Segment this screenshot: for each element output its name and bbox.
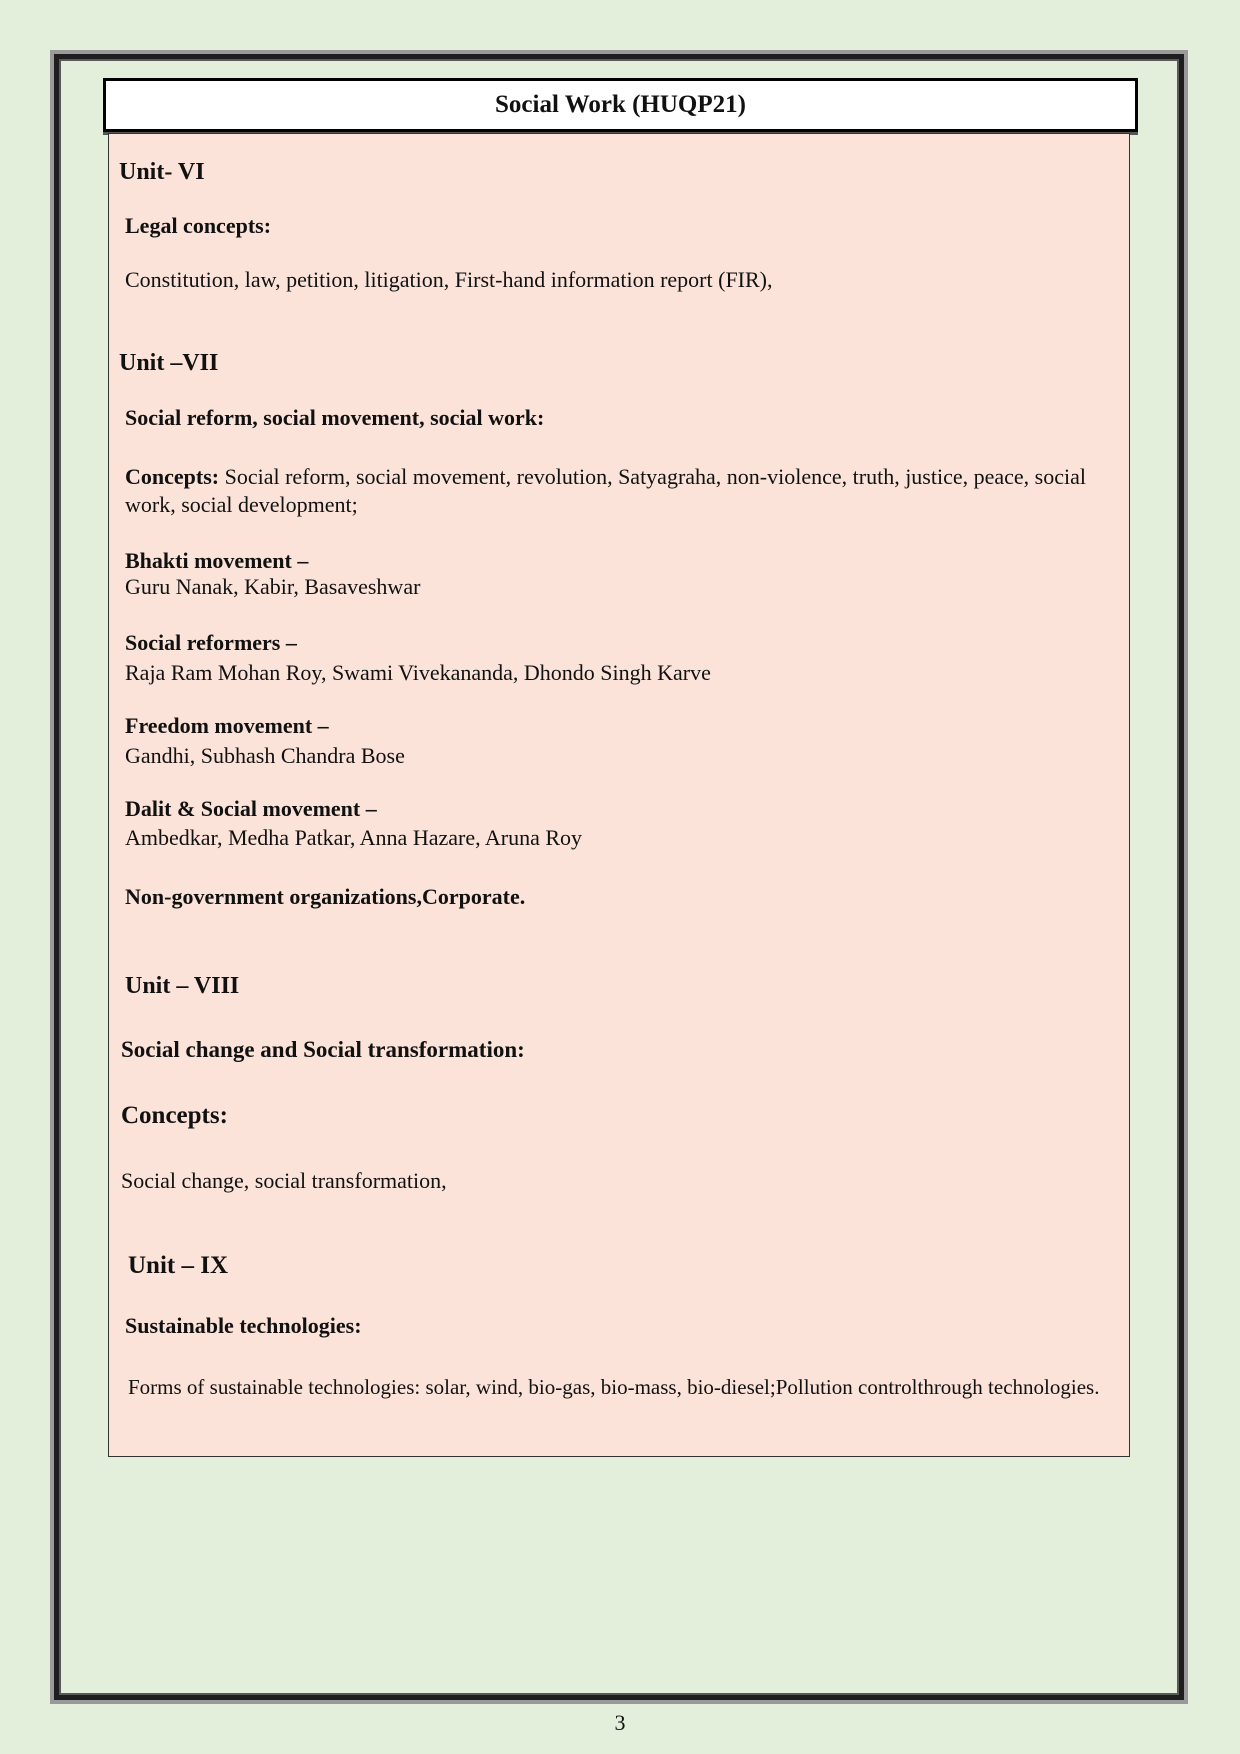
unit-9-text: Forms of sustainable technologies: solar, wind, bio-gas, bio-mass, bio-diesel;Pollution controlthrough technologies. (128, 1375, 1100, 1399)
page-number: 3 (614, 1710, 626, 1735)
social-reformers-label: Social reformers – (125, 630, 297, 655)
unit-7-subheading: Social reform, social movement, social work: (125, 405, 545, 430)
freedom-movement-label: Freedom movement – (125, 713, 329, 738)
unit-8-subheading: Social change and Social transformation: (121, 1037, 525, 1062)
unit-7-concepts-label: Concepts: (125, 464, 220, 489)
bhakti-movement-text: Guru Nanak, Kabir, Basaveshwar (125, 574, 421, 599)
ngo-line: Non-government organizations,Corporate. (125, 884, 526, 909)
freedom-movement-text: Gandhi, Subhash Chandra Bose (125, 743, 405, 768)
dalit-movement-text: Ambedkar, Medha Patkar, Anna Hazare, Aruna Roy (125, 825, 583, 850)
bhakti-movement-label: Bhakti movement – (125, 548, 309, 573)
unit-8-text: Social change, social transformation, (121, 1168, 447, 1193)
unit-6-text: Constitution, law, petition, litigation, First-hand information report (FIR), (125, 267, 773, 292)
unit-6-heading: Unit- VI (119, 159, 205, 185)
dalit-movement-label: Dalit & Social movement – (125, 796, 377, 821)
page-title-text: Social Work (HUQP21) (495, 91, 746, 118)
unit-8-heading: Unit – VIII (125, 973, 240, 999)
syllabus-content-box (108, 133, 1130, 1457)
page-title (103, 78, 1138, 132)
unit-7-heading: Unit –VII (119, 350, 219, 376)
unit-6-subheading: Legal concepts: (125, 213, 272, 238)
unit-7-concepts-text: Social reform, social movement, revolution, Satyagraha, non-violence, truth, justice, peace, social work, social development; (125, 464, 1086, 517)
unit-7-concepts (125, 463, 1115, 519)
unit-9-heading: Unit – IX (128, 1252, 229, 1279)
unit-9-subheading: Sustainable technologies: (125, 1313, 362, 1338)
social-reformers-text: Raja Ram Mohan Roy, Swami Vivekananda, Dhondo Singh Karve (125, 660, 711, 685)
unit-8-concepts-label: Concepts: (121, 1102, 228, 1129)
